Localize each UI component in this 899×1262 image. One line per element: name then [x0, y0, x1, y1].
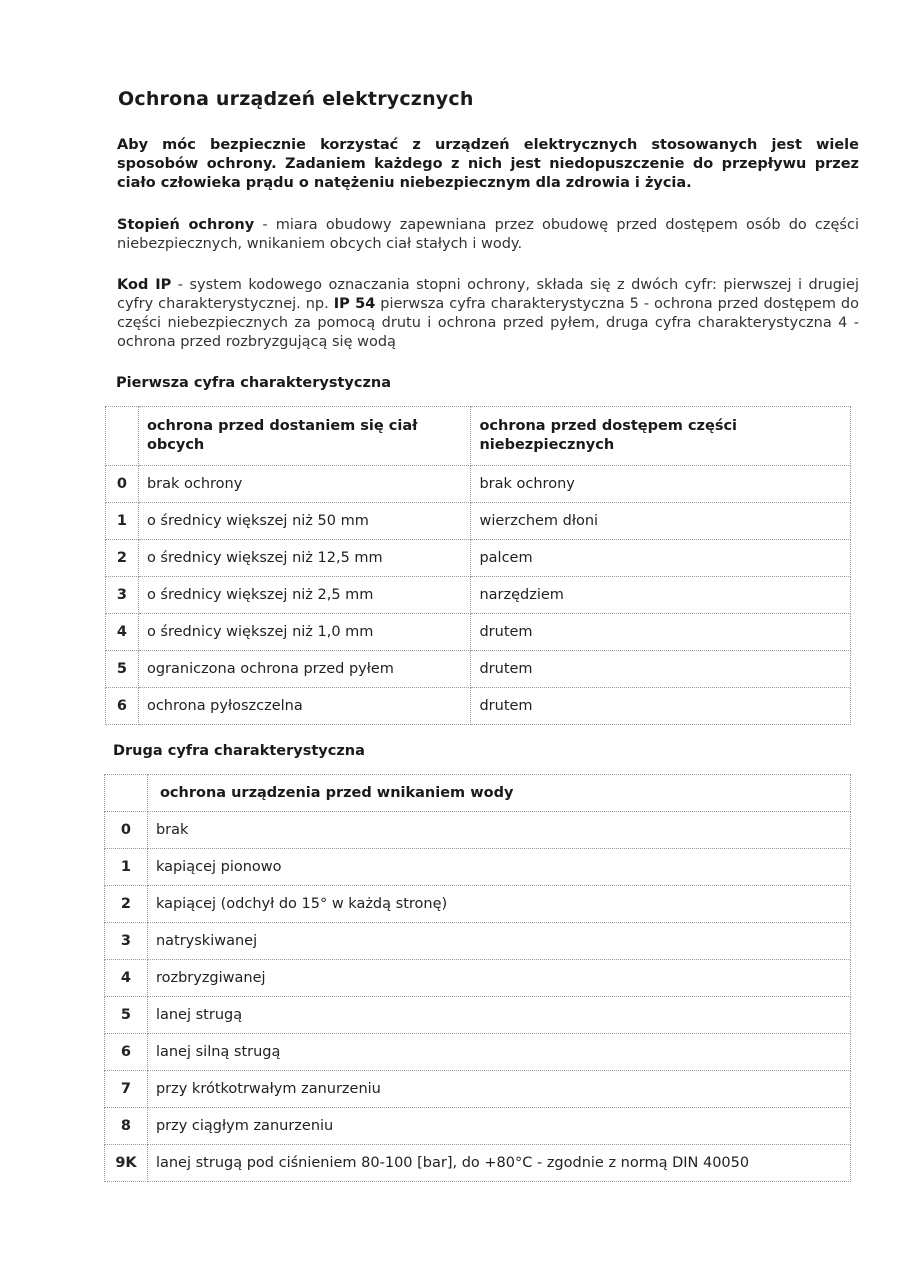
- foreign-bodies-cell: o średnicy większej niż 2,5 mm: [138, 577, 471, 614]
- table-row: [106, 577, 851, 614]
- first-digit-table: [105, 406, 851, 725]
- table-row: [106, 540, 851, 577]
- hazardous-parts-cell: wierzchem dłoni: [471, 503, 851, 540]
- digit-cell: 7: [105, 1071, 148, 1108]
- table-header-row: [106, 407, 851, 466]
- header-foreign-bodies: ochrona przed dostaniem się ciał obcych: [138, 407, 471, 466]
- protection-degree-paragraph: [117, 216, 859, 254]
- header-num: [106, 407, 139, 466]
- second-digit-title: Druga cyfra charakterystyczna: [113, 743, 365, 759]
- water-cell: przy krótkotrwałym zanurzeniu: [147, 1071, 850, 1108]
- hazardous-parts-cell: palcem: [471, 540, 851, 577]
- table-row: [106, 503, 851, 540]
- foreign-bodies-cell: ochrona pyłoszczelna: [138, 688, 471, 725]
- header-num: [105, 775, 148, 812]
- foreign-bodies-cell: brak ochrony: [138, 466, 471, 503]
- table-row: [105, 1071, 851, 1108]
- digit-cell: 1: [106, 503, 139, 540]
- table-row: [106, 614, 851, 651]
- water-cell: przy ciągłym zanurzeniu: [147, 1108, 850, 1145]
- foreign-bodies-cell: ograniczona ochrona przed pyłem: [138, 651, 471, 688]
- water-cell: natryskiwanej: [147, 923, 850, 960]
- table-row: [105, 812, 851, 849]
- header-hazardous-parts: ochrona przed dostępem części niebezpiecznych: [471, 407, 851, 466]
- digit-cell: 9K: [105, 1145, 148, 1182]
- protection-degree-text: - miara obudowy zapewniana przez obudowę przed dostępem osób do części niebezpiecznych, wnikaniem obcych ciał stałych i wody.: [117, 217, 859, 252]
- table-row: [105, 1145, 851, 1182]
- table-row: [105, 997, 851, 1034]
- first-digit-title: Pierwsza cyfra charakterystyczna: [116, 375, 392, 391]
- second-digit-table: [104, 774, 851, 1182]
- protection-degree-term: Stopień ochrony: [117, 217, 255, 233]
- digit-cell: 2: [106, 540, 139, 577]
- ip-code-text-2: pierwsza cyfra charakterystyczna 5 - ochrona przed dostępem do części niebezpiecznych za pomocą drutu i ochrona przed pyłem, druga cyfra charakterystyczna 4 - ochrona przed rozbryzgującą się wodą: [117, 296, 860, 350]
- foreign-bodies-cell: o średnicy większej niż 50 mm: [138, 503, 471, 540]
- water-cell: rozbryzgiwanej: [147, 960, 850, 997]
- foreign-bodies-cell: o średnicy większej niż 1,0 mm: [138, 614, 471, 651]
- ip-code-term: Kod IP: [117, 277, 172, 293]
- ip-code-example: IP 54: [333, 296, 376, 312]
- page-title: Ochrona urządzeń elektrycznych: [118, 88, 474, 110]
- digit-cell: 5: [105, 997, 148, 1034]
- hazardous-parts-cell: drutem: [471, 651, 851, 688]
- table-row: [105, 923, 851, 960]
- water-cell: lanej strugą pod ciśnieniem 80-100 [bar], do +80°C - zgodnie z normą DIN 40050: [147, 1145, 850, 1182]
- digit-cell: 3: [106, 577, 139, 614]
- water-cell: lanej strugą: [147, 997, 850, 1034]
- table-row: [105, 960, 851, 997]
- water-cell: brak: [147, 812, 850, 849]
- table-row: [105, 849, 851, 886]
- digit-cell: 3: [105, 923, 148, 960]
- water-cell: kapiącej pionowo: [147, 849, 850, 886]
- table-row: [105, 886, 851, 923]
- digit-cell: 5: [106, 651, 139, 688]
- table-row: [106, 688, 851, 725]
- digit-cell: 4: [105, 960, 148, 997]
- hazardous-parts-cell: brak ochrony: [471, 466, 851, 503]
- ip-code-text-1: - system kodowego oznaczania stopni ochrony, składa się z dwóch cyfr: pierwszej i drugiej cyfry charakterystycznej. np.: [117, 277, 859, 312]
- hazardous-parts-cell: drutem: [471, 688, 851, 725]
- foreign-bodies-cell: o średnicy większej niż 12,5 mm: [138, 540, 471, 577]
- ip-code-paragraph: [117, 276, 859, 352]
- table-row: [106, 466, 851, 503]
- water-cell: kapiącej (odchył do 15° w każdą stronę): [147, 886, 850, 923]
- digit-cell: 4: [106, 614, 139, 651]
- water-cell: lanej silną strugą: [147, 1034, 850, 1071]
- hazardous-parts-cell: drutem: [471, 614, 851, 651]
- digit-cell: 6: [105, 1034, 148, 1071]
- digit-cell: 0: [105, 812, 148, 849]
- digit-cell: 2: [105, 886, 148, 923]
- digit-cell: 6: [106, 688, 139, 725]
- header-water: ochrona urządzenia przed wnikaniem wody: [147, 775, 850, 812]
- digit-cell: 0: [106, 466, 139, 503]
- table-row: [106, 651, 851, 688]
- table-row: [105, 1034, 851, 1071]
- table-header-row: [105, 775, 851, 812]
- digit-cell: 1: [105, 849, 148, 886]
- intro-paragraph: Aby móc bezpiecznie korzystać z urządzeń elektrycznych stosowanych jest wiele sposobów ochrony. Zadaniem każdego z nich jest niedopuszczenie do przepływu przez ciało człowieka prądu o natężeniu niebezpiecznym dla zdrowia i życia.: [117, 137, 859, 191]
- digit-cell: 8: [105, 1108, 148, 1145]
- table-row: [105, 1108, 851, 1145]
- hazardous-parts-cell: narzędziem: [471, 577, 851, 614]
